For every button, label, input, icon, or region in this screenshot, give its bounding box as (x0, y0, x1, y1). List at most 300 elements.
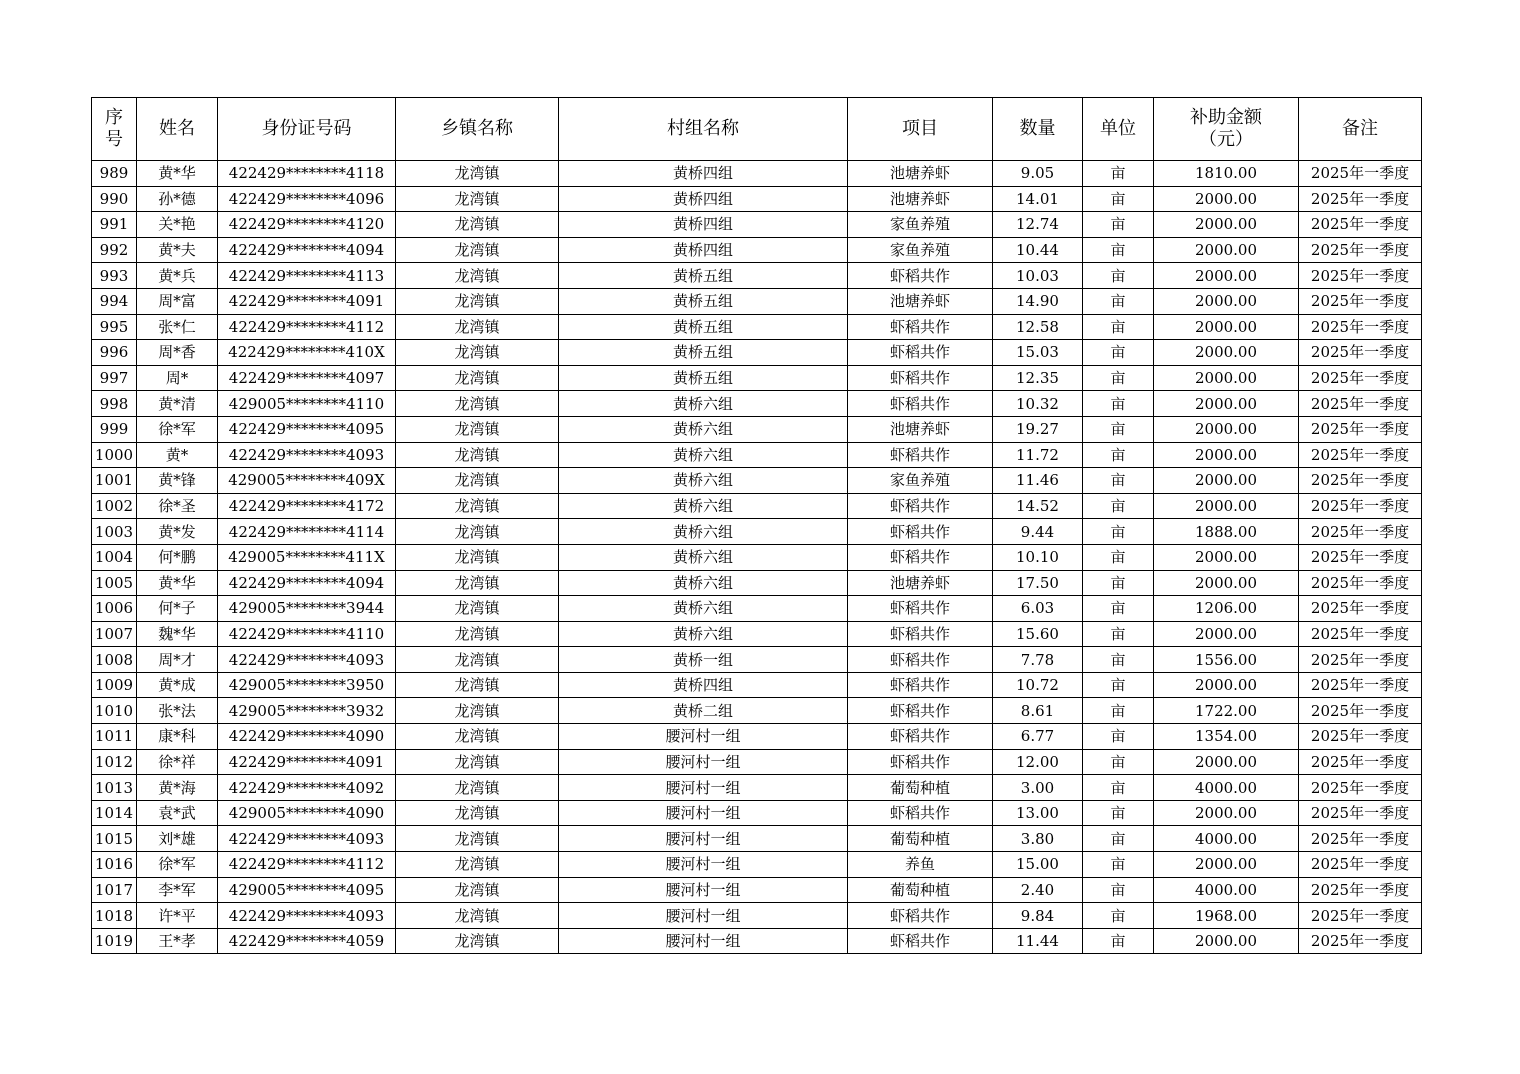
cell-project: 虾稻共作 (848, 928, 993, 954)
table-row (92, 365, 1422, 391)
cell-id-number: 422429********4112 (218, 314, 396, 340)
cell-unit: 亩 (1083, 314, 1154, 340)
cell-name: 周*富 (137, 288, 218, 314)
cell-amount: 2000.00 (1154, 314, 1299, 340)
cell-seq: 1014 (92, 800, 137, 826)
cell-project: 家鱼养殖 (848, 237, 993, 263)
cell-remark: 2025年一季度 (1299, 749, 1422, 775)
cell-unit: 亩 (1083, 800, 1154, 826)
table-row (92, 212, 1422, 238)
cell-id-number: 422429********4114 (218, 519, 396, 545)
cell-village-group: 黄桥六组 (559, 570, 848, 596)
cell-remark: 2025年一季度 (1299, 186, 1422, 212)
cell-remark: 2025年一季度 (1299, 391, 1422, 417)
cell-seq: 995 (92, 314, 137, 340)
cell-township: 龙湾镇 (396, 903, 559, 929)
cell-id-number: 422429********4118 (218, 161, 396, 187)
cell-amount: 2000.00 (1154, 186, 1299, 212)
cell-name: 黄*夫 (137, 237, 218, 263)
cell-name: 黄*兵 (137, 263, 218, 289)
table-row (92, 724, 1422, 750)
cell-project: 葡萄种植 (848, 826, 993, 852)
cell-id-number: 422429********4093 (218, 826, 396, 852)
cell-remark: 2025年一季度 (1299, 493, 1422, 519)
cell-name: 黄*成 (137, 672, 218, 698)
cell-amount: 2000.00 (1154, 800, 1299, 826)
table-row (92, 340, 1422, 366)
cell-project: 虾稻共作 (848, 698, 993, 724)
cell-name: 徐*圣 (137, 493, 218, 519)
cell-amount: 2000.00 (1154, 852, 1299, 878)
cell-remark: 2025年一季度 (1299, 596, 1422, 622)
cell-remark: 2025年一季度 (1299, 263, 1422, 289)
cell-township: 龙湾镇 (396, 519, 559, 545)
table-row (92, 749, 1422, 775)
header-project: 项目 (848, 98, 993, 161)
cell-project: 虾稻共作 (848, 391, 993, 417)
cell-unit: 亩 (1083, 852, 1154, 878)
cell-township: 龙湾镇 (396, 852, 559, 878)
cell-unit: 亩 (1083, 621, 1154, 647)
cell-quantity: 17.50 (993, 570, 1083, 596)
cell-seq: 1017 (92, 877, 137, 903)
cell-village-group: 腰河村一组 (559, 800, 848, 826)
cell-project: 虾稻共作 (848, 621, 993, 647)
cell-unit: 亩 (1083, 161, 1154, 187)
cell-amount: 2000.00 (1154, 544, 1299, 570)
cell-township: 龙湾镇 (396, 288, 559, 314)
cell-quantity: 7.78 (993, 647, 1083, 673)
cell-unit: 亩 (1083, 212, 1154, 238)
header-amount (1154, 98, 1299, 161)
cell-id-number: 422429********4093 (218, 442, 396, 468)
cell-remark: 2025年一季度 (1299, 314, 1422, 340)
cell-name: 周* (137, 365, 218, 391)
cell-township: 龙湾镇 (396, 161, 559, 187)
cell-township: 龙湾镇 (396, 468, 559, 494)
cell-name: 黄*发 (137, 519, 218, 545)
cell-name: 黄*海 (137, 775, 218, 801)
cell-township: 龙湾镇 (396, 544, 559, 570)
cell-amount: 2000.00 (1154, 928, 1299, 954)
cell-village-group: 黄桥五组 (559, 314, 848, 340)
cell-unit: 亩 (1083, 749, 1154, 775)
cell-remark: 2025年一季度 (1299, 800, 1422, 826)
cell-id-number: 422429********4095 (218, 416, 396, 442)
cell-remark: 2025年一季度 (1299, 544, 1422, 570)
cell-id-number: 422429********4172 (218, 493, 396, 519)
cell-seq: 994 (92, 288, 137, 314)
table-row (92, 826, 1422, 852)
table-row (92, 698, 1422, 724)
cell-village-group: 腰河村一组 (559, 826, 848, 852)
cell-id-number: 422429********4092 (218, 775, 396, 801)
table-row (92, 800, 1422, 826)
cell-seq: 1006 (92, 596, 137, 622)
cell-remark: 2025年一季度 (1299, 903, 1422, 929)
cell-unit: 亩 (1083, 928, 1154, 954)
cell-amount: 1354.00 (1154, 724, 1299, 750)
cell-id-number: 429005********3932 (218, 698, 396, 724)
cell-township: 龙湾镇 (396, 570, 559, 596)
cell-amount: 4000.00 (1154, 877, 1299, 903)
cell-village-group: 黄桥五组 (559, 263, 848, 289)
cell-quantity: 12.35 (993, 365, 1083, 391)
cell-name: 黄*清 (137, 391, 218, 417)
cell-amount: 1888.00 (1154, 519, 1299, 545)
cell-id-number: 422429********4110 (218, 621, 396, 647)
cell-name: 黄*锋 (137, 468, 218, 494)
cell-unit: 亩 (1083, 724, 1154, 750)
cell-amount: 2000.00 (1154, 493, 1299, 519)
cell-quantity: 11.46 (993, 468, 1083, 494)
cell-amount: 1206.00 (1154, 596, 1299, 622)
cell-amount: 2000.00 (1154, 212, 1299, 238)
cell-village-group: 黄桥六组 (559, 544, 848, 570)
cell-project: 虾稻共作 (848, 749, 993, 775)
cell-township: 龙湾镇 (396, 365, 559, 391)
subsidy-table (91, 97, 1422, 954)
cell-remark: 2025年一季度 (1299, 570, 1422, 596)
cell-township: 龙湾镇 (396, 647, 559, 673)
cell-amount: 2000.00 (1154, 340, 1299, 366)
cell-remark: 2025年一季度 (1299, 416, 1422, 442)
cell-remark: 2025年一季度 (1299, 288, 1422, 314)
cell-quantity: 12.00 (993, 749, 1083, 775)
cell-project: 虾稻共作 (848, 314, 993, 340)
cell-village-group: 腰河村一组 (559, 775, 848, 801)
cell-village-group: 黄桥四组 (559, 237, 848, 263)
cell-remark: 2025年一季度 (1299, 237, 1422, 263)
cell-seq: 1004 (92, 544, 137, 570)
cell-quantity: 19.27 (993, 416, 1083, 442)
table-row (92, 852, 1422, 878)
cell-remark: 2025年一季度 (1299, 826, 1422, 852)
table-row (92, 468, 1422, 494)
cell-township: 龙湾镇 (396, 186, 559, 212)
cell-amount: 2000.00 (1154, 391, 1299, 417)
header-seq-line2: 号 (105, 129, 123, 150)
cell-village-group: 黄桥六组 (559, 468, 848, 494)
cell-remark: 2025年一季度 (1299, 468, 1422, 494)
cell-quantity: 2.40 (993, 877, 1083, 903)
cell-amount: 1722.00 (1154, 698, 1299, 724)
cell-id-number: 422429********4093 (218, 903, 396, 929)
header-remark: 备注 (1299, 98, 1422, 161)
cell-seq: 993 (92, 263, 137, 289)
cell-remark: 2025年一季度 (1299, 519, 1422, 545)
cell-township: 龙湾镇 (396, 928, 559, 954)
table-row (92, 493, 1422, 519)
cell-name: 何*鹏 (137, 544, 218, 570)
cell-project: 虾稻共作 (848, 263, 993, 289)
cell-township: 龙湾镇 (396, 493, 559, 519)
cell-seq: 1011 (92, 724, 137, 750)
cell-amount: 2000.00 (1154, 468, 1299, 494)
table-row (92, 877, 1422, 903)
cell-village-group: 黄桥六组 (559, 416, 848, 442)
cell-project: 池塘养虾 (848, 288, 993, 314)
header-seq-line1: 序 (105, 107, 123, 128)
cell-unit: 亩 (1083, 186, 1154, 212)
cell-remark: 2025年一季度 (1299, 212, 1422, 238)
cell-village-group: 黄桥四组 (559, 161, 848, 187)
cell-quantity: 14.01 (993, 186, 1083, 212)
cell-seq: 1003 (92, 519, 137, 545)
cell-project: 虾稻共作 (848, 724, 993, 750)
cell-village-group: 黄桥二组 (559, 698, 848, 724)
cell-township: 龙湾镇 (396, 698, 559, 724)
table-row (92, 263, 1422, 289)
header-name: 姓名 (137, 98, 218, 161)
header-amount-line2: （元） (1199, 129, 1253, 150)
cell-village-group: 黄桥五组 (559, 340, 848, 366)
cell-id-number: 422429********4112 (218, 852, 396, 878)
cell-township: 龙湾镇 (396, 340, 559, 366)
cell-seq: 998 (92, 391, 137, 417)
cell-name: 徐*祥 (137, 749, 218, 775)
cell-unit: 亩 (1083, 416, 1154, 442)
cell-remark: 2025年一季度 (1299, 621, 1422, 647)
cell-amount: 4000.00 (1154, 826, 1299, 852)
cell-amount: 2000.00 (1154, 237, 1299, 263)
cell-project: 虾稻共作 (848, 672, 993, 698)
cell-village-group: 黄桥五组 (559, 288, 848, 314)
cell-quantity: 13.00 (993, 800, 1083, 826)
table-row (92, 161, 1422, 187)
cell-village-group: 黄桥四组 (559, 186, 848, 212)
cell-unit: 亩 (1083, 775, 1154, 801)
cell-project: 养鱼 (848, 852, 993, 878)
cell-name: 黄* (137, 442, 218, 468)
cell-quantity: 12.58 (993, 314, 1083, 340)
cell-seq: 1016 (92, 852, 137, 878)
table-row (92, 775, 1422, 801)
cell-remark: 2025年一季度 (1299, 724, 1422, 750)
cell-unit: 亩 (1083, 596, 1154, 622)
cell-name: 李*军 (137, 877, 218, 903)
cell-village-group: 腰河村一组 (559, 903, 848, 929)
table-row (92, 314, 1422, 340)
cell-seq: 1002 (92, 493, 137, 519)
cell-remark: 2025年一季度 (1299, 928, 1422, 954)
cell-project: 虾稻共作 (848, 365, 993, 391)
cell-township: 龙湾镇 (396, 621, 559, 647)
cell-id-number: 429005********411X (218, 544, 396, 570)
cell-township: 龙湾镇 (396, 775, 559, 801)
cell-name: 康*科 (137, 724, 218, 750)
cell-id-number: 429005********4110 (218, 391, 396, 417)
cell-seq: 1019 (92, 928, 137, 954)
cell-quantity: 9.05 (993, 161, 1083, 187)
cell-unit: 亩 (1083, 903, 1154, 929)
cell-name: 徐*军 (137, 852, 218, 878)
table-header (92, 98, 1422, 161)
cell-amount: 2000.00 (1154, 749, 1299, 775)
cell-amount: 2000.00 (1154, 672, 1299, 698)
cell-seq: 989 (92, 161, 137, 187)
cell-village-group: 腰河村一组 (559, 749, 848, 775)
table-row (92, 288, 1422, 314)
cell-amount: 2000.00 (1154, 621, 1299, 647)
cell-id-number: 429005********4095 (218, 877, 396, 903)
cell-project: 虾稻共作 (848, 596, 993, 622)
cell-quantity: 9.84 (993, 903, 1083, 929)
cell-remark: 2025年一季度 (1299, 877, 1422, 903)
cell-project: 虾稻共作 (848, 800, 993, 826)
cell-quantity: 10.10 (993, 544, 1083, 570)
cell-quantity: 15.03 (993, 340, 1083, 366)
cell-seq: 999 (92, 416, 137, 442)
cell-village-group: 腰河村一组 (559, 724, 848, 750)
header-amount-line1: 补助金额 (1190, 107, 1262, 128)
cell-amount: 1810.00 (1154, 161, 1299, 187)
header-seq (92, 98, 137, 161)
cell-seq: 990 (92, 186, 137, 212)
cell-name: 黄*华 (137, 161, 218, 187)
cell-unit: 亩 (1083, 237, 1154, 263)
cell-project: 虾稻共作 (848, 903, 993, 929)
cell-quantity: 15.60 (993, 621, 1083, 647)
cell-unit: 亩 (1083, 442, 1154, 468)
cell-id-number: 422429********4091 (218, 288, 396, 314)
cell-quantity: 12.74 (993, 212, 1083, 238)
cell-unit: 亩 (1083, 672, 1154, 698)
cell-quantity: 8.61 (993, 698, 1083, 724)
cell-quantity: 6.03 (993, 596, 1083, 622)
cell-unit: 亩 (1083, 570, 1154, 596)
header-row (92, 98, 1422, 161)
cell-township: 龙湾镇 (396, 749, 559, 775)
cell-id-number: 429005********3950 (218, 672, 396, 698)
cell-village-group: 黄桥六组 (559, 621, 848, 647)
table-row (92, 442, 1422, 468)
cell-name: 许*平 (137, 903, 218, 929)
cell-unit: 亩 (1083, 365, 1154, 391)
cell-project: 虾稻共作 (848, 647, 993, 673)
cell-unit: 亩 (1083, 698, 1154, 724)
cell-township: 龙湾镇 (396, 877, 559, 903)
cell-township: 龙湾镇 (396, 724, 559, 750)
table-row (92, 672, 1422, 698)
cell-amount: 1556.00 (1154, 647, 1299, 673)
cell-name: 徐*军 (137, 416, 218, 442)
cell-remark: 2025年一季度 (1299, 340, 1422, 366)
cell-id-number: 429005********4090 (218, 800, 396, 826)
cell-remark: 2025年一季度 (1299, 852, 1422, 878)
cell-village-group: 黄桥四组 (559, 672, 848, 698)
cell-unit: 亩 (1083, 544, 1154, 570)
cell-seq: 992 (92, 237, 137, 263)
cell-project: 池塘养虾 (848, 416, 993, 442)
cell-village-group: 黄桥六组 (559, 391, 848, 417)
table-row (92, 596, 1422, 622)
cell-village-group: 黄桥五组 (559, 365, 848, 391)
cell-seq: 997 (92, 365, 137, 391)
table-row (92, 570, 1422, 596)
cell-unit: 亩 (1083, 263, 1154, 289)
cell-village-group: 黄桥一组 (559, 647, 848, 673)
cell-township: 龙湾镇 (396, 416, 559, 442)
cell-township: 龙湾镇 (396, 314, 559, 340)
cell-township: 龙湾镇 (396, 672, 559, 698)
cell-township: 龙湾镇 (396, 237, 559, 263)
cell-id-number: 422429********4093 (218, 647, 396, 673)
cell-remark: 2025年一季度 (1299, 775, 1422, 801)
cell-seq: 1001 (92, 468, 137, 494)
cell-amount: 2000.00 (1154, 570, 1299, 596)
cell-amount: 2000.00 (1154, 365, 1299, 391)
cell-name: 刘*雄 (137, 826, 218, 852)
cell-township: 龙湾镇 (396, 212, 559, 238)
header-id-number: 身份证号码 (218, 98, 396, 161)
cell-township: 龙湾镇 (396, 596, 559, 622)
cell-amount: 2000.00 (1154, 442, 1299, 468)
cell-quantity: 11.72 (993, 442, 1083, 468)
cell-id-number: 429005********409X (218, 468, 396, 494)
cell-id-number: 422429********4091 (218, 749, 396, 775)
table-row (92, 391, 1422, 417)
cell-name: 周*才 (137, 647, 218, 673)
cell-name: 张*法 (137, 698, 218, 724)
cell-amount: 2000.00 (1154, 263, 1299, 289)
cell-quantity: 10.03 (993, 263, 1083, 289)
cell-seq: 1015 (92, 826, 137, 852)
cell-id-number: 422429********4090 (218, 724, 396, 750)
cell-unit: 亩 (1083, 826, 1154, 852)
cell-project: 虾稻共作 (848, 544, 993, 570)
cell-id-number: 429005********3944 (218, 596, 396, 622)
cell-name: 张*仁 (137, 314, 218, 340)
cell-village-group: 黄桥六组 (559, 596, 848, 622)
cell-quantity: 15.00 (993, 852, 1083, 878)
cell-remark: 2025年一季度 (1299, 365, 1422, 391)
cell-id-number: 422429********4120 (218, 212, 396, 238)
cell-project: 家鱼养殖 (848, 212, 993, 238)
cell-quantity: 10.44 (993, 237, 1083, 263)
cell-quantity: 3.80 (993, 826, 1083, 852)
cell-seq: 1009 (92, 672, 137, 698)
cell-project: 池塘养虾 (848, 570, 993, 596)
header-village-group: 村组名称 (559, 98, 848, 161)
table-row (92, 237, 1422, 263)
cell-amount: 4000.00 (1154, 775, 1299, 801)
cell-village-group: 腰河村一组 (559, 928, 848, 954)
table-row (92, 416, 1422, 442)
cell-village-group: 腰河村一组 (559, 877, 848, 903)
cell-remark: 2025年一季度 (1299, 672, 1422, 698)
cell-amount: 2000.00 (1154, 416, 1299, 442)
cell-project: 池塘养虾 (848, 161, 993, 187)
cell-project: 虾稻共作 (848, 442, 993, 468)
table-row (92, 903, 1422, 929)
header-quantity: 数量 (993, 98, 1083, 161)
cell-village-group: 腰河村一组 (559, 852, 848, 878)
cell-id-number: 422429********4096 (218, 186, 396, 212)
cell-id-number: 422429********4113 (218, 263, 396, 289)
cell-seq: 1012 (92, 749, 137, 775)
cell-name: 周*香 (137, 340, 218, 366)
cell-seq: 1008 (92, 647, 137, 673)
cell-quantity: 9.44 (993, 519, 1083, 545)
cell-quantity: 11.44 (993, 928, 1083, 954)
table-row (92, 647, 1422, 673)
header-unit: 单位 (1083, 98, 1154, 161)
cell-village-group: 黄桥六组 (559, 519, 848, 545)
table-row (92, 621, 1422, 647)
cell-remark: 2025年一季度 (1299, 442, 1422, 468)
cell-project: 虾稻共作 (848, 340, 993, 366)
